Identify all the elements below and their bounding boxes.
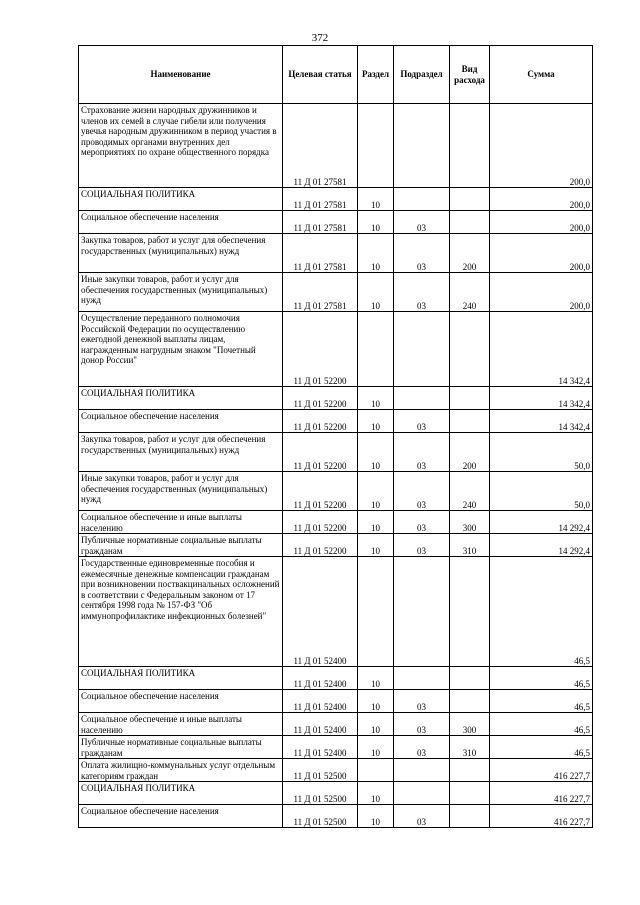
row-type: 240: [450, 472, 490, 511]
row-subsection: 03: [394, 410, 450, 433]
row-target: 11 Д 01 27581: [283, 234, 358, 273]
row-section: 10: [358, 433, 394, 472]
header-type: Вид расхода: [450, 46, 490, 104]
row-subsection: 03: [394, 234, 450, 273]
row-section: 10: [358, 188, 394, 211]
row-section: 10: [358, 534, 394, 557]
row-sum: 416 227,7: [490, 759, 593, 782]
row-section: 10: [358, 713, 394, 736]
row-section: 10: [358, 387, 394, 410]
row-type: 300: [450, 511, 490, 534]
table-row: [79, 557, 593, 667]
table-row: [79, 433, 593, 472]
row-sum: 46,5: [490, 690, 593, 713]
row-name: Социальное обеспечение населения: [79, 690, 283, 713]
row-type: [450, 690, 490, 713]
table-row: [79, 104, 593, 188]
row-section: 10: [358, 410, 394, 433]
row-target: 11 Д 01 52200: [283, 410, 358, 433]
row-section: 10: [358, 782, 394, 805]
row-section: 10: [358, 234, 394, 273]
row-name: Государственные единовременные пособия и ежемесячные денежные компенсации гражданам при возникновении поствакцинальных осложнений в соответствии с Федеральным законом от 17 сентября 1998 года № 157-ФЗ "Об иммунопрофилактике инфекционных болезней": [79, 557, 283, 667]
row-subsection: [394, 557, 450, 667]
table-row: [79, 713, 593, 736]
table-row: [79, 410, 593, 433]
table-row: [79, 312, 593, 387]
row-name: Социальное обеспечение населения: [79, 410, 283, 433]
table-row: [79, 690, 593, 713]
row-section: 10: [358, 211, 394, 234]
row-target: 11 Д 01 52400: [283, 690, 358, 713]
row-subsection: 03: [394, 713, 450, 736]
row-target: 11 Д 01 52200: [283, 387, 358, 410]
row-subsection: 03: [394, 273, 450, 312]
row-type: [450, 805, 490, 828]
row-name: Закупка товаров, работ и услуг для обеспечения государственных (муниципальных) нужд: [79, 433, 283, 472]
row-section: 10: [358, 273, 394, 312]
row-name: СОЦИАЛЬНАЯ ПОЛИТИКА: [79, 387, 283, 410]
row-type: [450, 387, 490, 410]
row-section: 10: [358, 667, 394, 690]
row-subsection: [394, 759, 450, 782]
row-type: [450, 410, 490, 433]
row-sum: 46,5: [490, 713, 593, 736]
row-section: 10: [358, 511, 394, 534]
row-target: 11 Д 01 52400: [283, 713, 358, 736]
table-row: [79, 234, 593, 273]
table-row: [79, 472, 593, 511]
row-subsection: 03: [394, 511, 450, 534]
row-subsection: 03: [394, 736, 450, 759]
row-sum: 14 342,4: [490, 312, 593, 387]
row-type: [450, 188, 490, 211]
table-row: [79, 667, 593, 690]
row-subsection: 03: [394, 805, 450, 828]
table-row: [79, 805, 593, 828]
row-type: [450, 312, 490, 387]
row-sum: 200,0: [490, 104, 593, 188]
row-name: Страхование жизни народных дружинников и членов их семей в случае гибели или получения увечья народным дружинником в период участия в проводимых органами внутренних дел мероприятиях по охране общественного порядка: [79, 104, 283, 188]
row-name: Публичные нормативные социальные выплаты гражданам: [79, 534, 283, 557]
row-type: 310: [450, 534, 490, 557]
row-target: 11 Д 01 52200: [283, 433, 358, 472]
row-subsection: [394, 387, 450, 410]
row-target: 11 Д 01 52200: [283, 312, 358, 387]
row-sum: 14 342,4: [490, 387, 593, 410]
table-row: [79, 511, 593, 534]
table-row: [79, 211, 593, 234]
row-type: 310: [450, 736, 490, 759]
row-subsection: 03: [394, 211, 450, 234]
row-sum: 200,0: [490, 234, 593, 273]
row-target: 11 Д 01 52500: [283, 782, 358, 805]
row-target: 11 Д 01 52500: [283, 759, 358, 782]
row-name: Закупка товаров, работ и услуг для обеспечения государственных (муниципальных) нужд: [79, 234, 283, 273]
table-row: [79, 736, 593, 759]
row-sum: 416 227,7: [490, 782, 593, 805]
row-name: Осуществление переданного полномочия Российской Федерации по осуществлению ежегодной денежной выплаты лицам, награжденным нагрудным знаком "Почетный донор России": [79, 312, 283, 387]
row-name: СОЦИАЛЬНАЯ ПОЛИТИКА: [79, 667, 283, 690]
row-section: 10: [358, 690, 394, 713]
header-subsection: Подраздел: [394, 46, 450, 104]
row-section: 10: [358, 472, 394, 511]
row-target: 11 Д 01 52500: [283, 805, 358, 828]
row-target: 11 Д 01 27581: [283, 211, 358, 234]
row-type: 200: [450, 234, 490, 273]
row-type: [450, 667, 490, 690]
row-sum: 200,0: [490, 211, 593, 234]
row-type: 200: [450, 433, 490, 472]
row-section: 10: [358, 805, 394, 828]
row-subsection: 03: [394, 472, 450, 511]
row-target: 11 Д 01 27581: [283, 188, 358, 211]
row-name: Социальное обеспечение населения: [79, 805, 283, 828]
row-sum: 416 227,7: [490, 805, 593, 828]
row-sum: 200,0: [490, 188, 593, 211]
header-section: Раздел: [358, 46, 394, 104]
row-section: [358, 557, 394, 667]
table-row: [79, 188, 593, 211]
table-row: [79, 273, 593, 312]
row-sum: 46,5: [490, 557, 593, 667]
row-section: [358, 104, 394, 188]
row-subsection: [394, 667, 450, 690]
row-type: [450, 104, 490, 188]
row-target: 11 Д 01 52200: [283, 472, 358, 511]
row-section: 10: [358, 736, 394, 759]
row-name: Социальное обеспечение и иные выплаты населению: [79, 713, 283, 736]
row-target: 11 Д 01 27581: [283, 273, 358, 312]
table-row: [79, 782, 593, 805]
row-name: Социальное обеспечение и иные выплаты населению: [79, 511, 283, 534]
row-section: [358, 759, 394, 782]
row-type: [450, 557, 490, 667]
row-subsection: 03: [394, 690, 450, 713]
row-sum: 200,0: [490, 273, 593, 312]
row-sum: 14 342,4: [490, 410, 593, 433]
header-name: Наименование: [79, 46, 283, 104]
row-name: Публичные нормативные социальные выплаты гражданам: [79, 736, 283, 759]
row-sum: 46,5: [490, 667, 593, 690]
row-name: Иные закупки товаров, работ и услуг для обеспечения государственных (муниципальных) нужд: [79, 472, 283, 511]
row-type: [450, 782, 490, 805]
row-name: СОЦИАЛЬНАЯ ПОЛИТИКА: [79, 782, 283, 805]
row-target: 11 Д 01 27581: [283, 104, 358, 188]
row-target: 11 Д 01 52200: [283, 511, 358, 534]
table-header-row: [79, 46, 593, 104]
row-subsection: [394, 188, 450, 211]
row-subsection: [394, 104, 450, 188]
row-subsection: [394, 782, 450, 805]
row-subsection: 03: [394, 433, 450, 472]
row-name: СОЦИАЛЬНАЯ ПОЛИТИКА: [79, 188, 283, 211]
row-sum: 14 292,4: [490, 511, 593, 534]
row-sum: 50,0: [490, 433, 593, 472]
table-row: [79, 759, 593, 782]
row-target: 11 Д 01 52400: [283, 667, 358, 690]
row-name: Иные закупки товаров, работ и услуг для обеспечения государственных (муниципальных) нужд: [79, 273, 283, 312]
row-subsection: [394, 312, 450, 387]
budget-table: [78, 45, 593, 828]
row-sum: 46,5: [490, 736, 593, 759]
row-type: [450, 211, 490, 234]
row-type: 300: [450, 713, 490, 736]
row-name: Социальное обеспечение населения: [79, 211, 283, 234]
row-section: [358, 312, 394, 387]
table-row: [79, 387, 593, 410]
row-type: 240: [450, 273, 490, 312]
row-sum: 50,0: [490, 472, 593, 511]
row-sum: 14 292,4: [490, 534, 593, 557]
row-target: 11 Д 01 52400: [283, 557, 358, 667]
row-name: Оплата жилищно-коммунальных услуг отдельным категориям граждан: [79, 759, 283, 782]
row-target: 11 Д 01 52200: [283, 534, 358, 557]
header-target: Целевая статья: [283, 46, 358, 104]
header-sum: Сумма: [490, 46, 593, 104]
row-target: 11 Д 01 52400: [283, 736, 358, 759]
page-number: 372: [311, 32, 329, 44]
row-subsection: 03: [394, 534, 450, 557]
row-type: [450, 759, 490, 782]
table-row: [79, 534, 593, 557]
